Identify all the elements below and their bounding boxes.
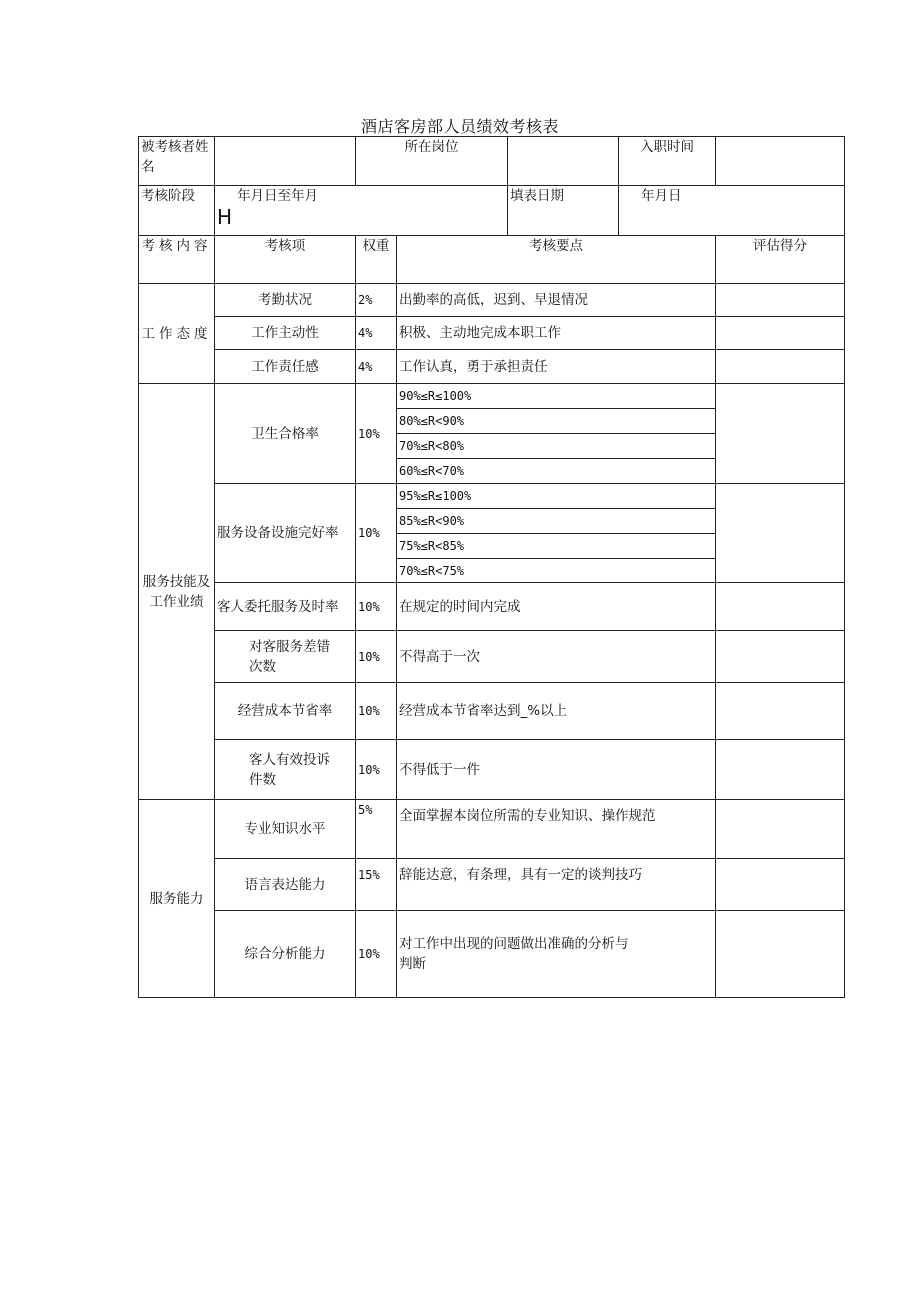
page-title: 酒店客房部人员绩效考核表	[360, 117, 559, 136]
table-row	[139, 284, 845, 317]
point-hygiene-4: 60%≤R<70%	[397, 459, 716, 484]
table-row	[139, 631, 845, 683]
point-attendance: 出勤率的高低，迟到、早退情况	[397, 284, 716, 317]
evaluation-form-table	[138, 136, 845, 998]
fill-date-value: 年月日	[641, 188, 682, 204]
item-complaints-line1: 客人有效投诉	[249, 751, 330, 768]
item-errors-line2: 次数	[249, 658, 276, 675]
score-cell[interactable]	[716, 800, 845, 859]
point-hygiene-3: 70%≤R<80%	[397, 434, 716, 459]
col-score-header: 评估得分	[716, 236, 845, 284]
item-errors-line1: 对客服务差错	[249, 638, 330, 655]
score-cell[interactable]	[716, 859, 845, 911]
point-errors: 不得高于一次	[397, 631, 716, 683]
score-cell[interactable]	[716, 683, 845, 740]
item-responsibility: 工作责任感	[215, 350, 356, 384]
section-attitude: 工作态度	[139, 284, 215, 384]
period-label: 考核阶段	[139, 186, 215, 236]
point-equipment-3: 75%≤R<85%	[397, 534, 716, 559]
period-value-cell[interactable]	[215, 186, 508, 236]
item-complaints	[215, 740, 356, 800]
point-language: 辞能达意，有条理，具有一定的谈判技巧	[397, 859, 716, 911]
point-hygiene-1: 90%≤R≤100%	[397, 384, 716, 409]
point-equipment-2: 85%≤R<90%	[397, 509, 716, 534]
name-label: 被考核者姓名	[139, 137, 215, 186]
table-row	[139, 911, 845, 998]
score-cell[interactable]	[716, 284, 845, 317]
table-row	[139, 350, 845, 384]
point-analysis-line2: 判断	[399, 956, 426, 972]
score-cell[interactable]	[716, 631, 845, 683]
header-row-period	[139, 186, 845, 236]
column-header-row	[139, 236, 845, 284]
section-skills: 服务技能及工作业绩	[139, 384, 215, 800]
weight-hygiene: 10%	[356, 384, 397, 484]
item-hygiene: 卫生合格率	[215, 384, 356, 484]
table-row	[139, 740, 845, 800]
score-cell[interactable]	[716, 484, 845, 583]
point-entrust: 在规定的时间内完成	[397, 583, 716, 631]
weight-responsibility: 4%	[356, 350, 397, 384]
point-analysis-line1: 对工作中出现的问题做出准确的分析与	[399, 936, 629, 952]
header-row-name	[139, 137, 845, 186]
item-errors	[215, 631, 356, 683]
fill-date-label: 填表日期	[508, 186, 619, 236]
table-row	[139, 583, 845, 631]
weight-errors: 10%	[356, 631, 397, 683]
fill-date-value-cell[interactable]	[619, 186, 845, 236]
col-weight-header: 权重	[356, 236, 397, 284]
weight-analysis: 10%	[356, 911, 397, 998]
position-value-cell[interactable]	[508, 137, 619, 186]
weight-initiative: 4%	[356, 317, 397, 350]
point-equipment-1: 95%≤R≤100%	[397, 484, 716, 509]
point-complaints: 不得低于一件	[397, 740, 716, 800]
entry-time-label: 入职时间	[619, 137, 716, 186]
score-cell[interactable]	[716, 583, 845, 631]
table-row	[139, 317, 845, 350]
table-row	[139, 484, 845, 509]
item-knowledge: 专业知识水平	[215, 800, 356, 859]
table-row	[139, 859, 845, 911]
weight-language: 15%	[356, 859, 397, 911]
score-cell[interactable]	[716, 911, 845, 998]
section-ability: 服务能力	[139, 800, 215, 998]
table-row	[139, 683, 845, 740]
item-initiative: 工作主动性	[215, 317, 356, 350]
name-value-cell[interactable]	[215, 137, 356, 186]
point-initiative: 积极、主动地完成本职工作	[397, 317, 716, 350]
table-row	[139, 384, 845, 409]
col-item-header: 考核项	[215, 236, 356, 284]
item-attendance: 考勤状况	[215, 284, 356, 317]
col-points-header: 考核要点	[397, 236, 716, 284]
entry-time-value-cell[interactable]	[716, 137, 845, 186]
weight-entrust: 10%	[356, 583, 397, 631]
point-knowledge: 全面掌握本岗位所需的专业知识、操作规范	[397, 800, 716, 859]
table-row	[139, 800, 845, 859]
item-language: 语言表达能力	[215, 859, 356, 911]
weight-equipment: 10%	[356, 484, 397, 583]
period-value-extra: H	[217, 205, 233, 229]
item-cost: 经营成本节省率	[215, 683, 356, 740]
point-responsibility: 工作认真，勇于承担责任	[397, 350, 716, 384]
point-equipment-4: 70%≤R<75%	[397, 559, 716, 583]
period-value: 年月日至年月	[237, 188, 318, 204]
item-complaints-line2: 件数	[249, 771, 276, 788]
score-cell[interactable]	[716, 350, 845, 384]
score-cell[interactable]	[716, 384, 845, 484]
weight-attendance: 2%	[356, 284, 397, 317]
item-equipment: 服务设备设施完好率	[215, 484, 356, 583]
weight-cost: 10%	[356, 683, 397, 740]
item-analysis: 综合分析能力	[215, 911, 356, 998]
weight-complaints: 10%	[356, 740, 397, 800]
point-hygiene-2: 80%≤R<90%	[397, 409, 716, 434]
item-entrust: 客人委托服务及时率	[215, 583, 356, 631]
score-cell[interactable]	[716, 317, 845, 350]
score-cell[interactable]	[716, 740, 845, 800]
weight-knowledge: 5%	[356, 800, 397, 859]
point-cost: 经营成本节省率达到_%以上	[397, 683, 716, 740]
point-analysis	[397, 911, 716, 998]
col-content-header: 考核内容	[139, 236, 215, 284]
position-label: 所在岗位	[356, 137, 508, 186]
